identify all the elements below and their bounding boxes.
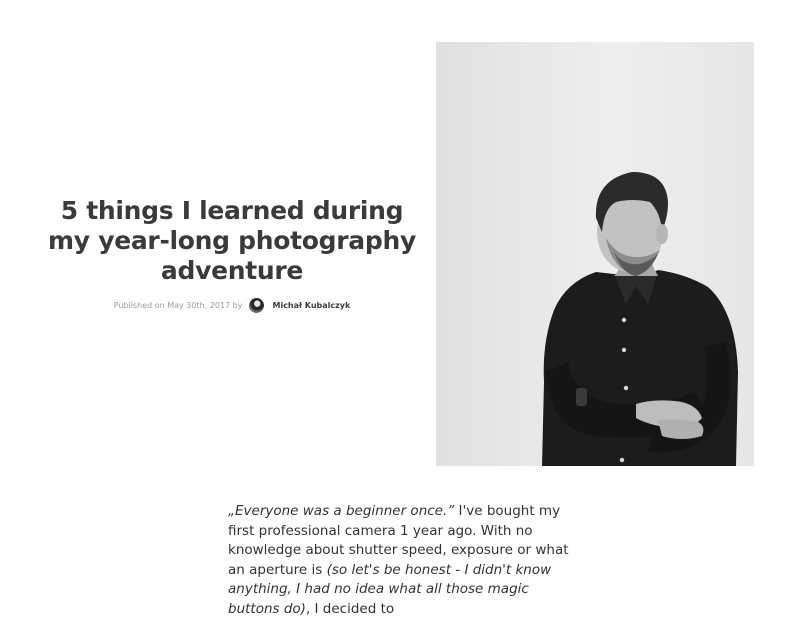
intro-quote: „Everyone was a beginner once.”: [228, 503, 455, 519]
portrait-photo-icon: [436, 42, 754, 466]
author-name-link[interactable]: Michał Kubalczyk: [272, 301, 351, 310]
hero-photo: [436, 42, 754, 466]
intro-text-2: , I decided to: [305, 600, 395, 617]
intro-aside: (so let's be honest - I didn't know anything, I had no idea what all those magic buttons do): [228, 561, 552, 617]
author-avatar[interactable]: [249, 298, 264, 313]
article-body: [228, 502, 580, 620]
intro-text-1: I've bought my first professional camera 1 year ago. With no knowledge about shutter speed, exposure or what an aperture is: [228, 503, 569, 578]
post-meta: [40, 298, 424, 313]
post-header: [40, 196, 424, 313]
intro-paragraph: [228, 502, 580, 620]
published-date: Published on May 30th, 2017 by: [113, 301, 243, 310]
post-title: 5 things I learned during my year-long photography adventure: [48, 196, 416, 285]
